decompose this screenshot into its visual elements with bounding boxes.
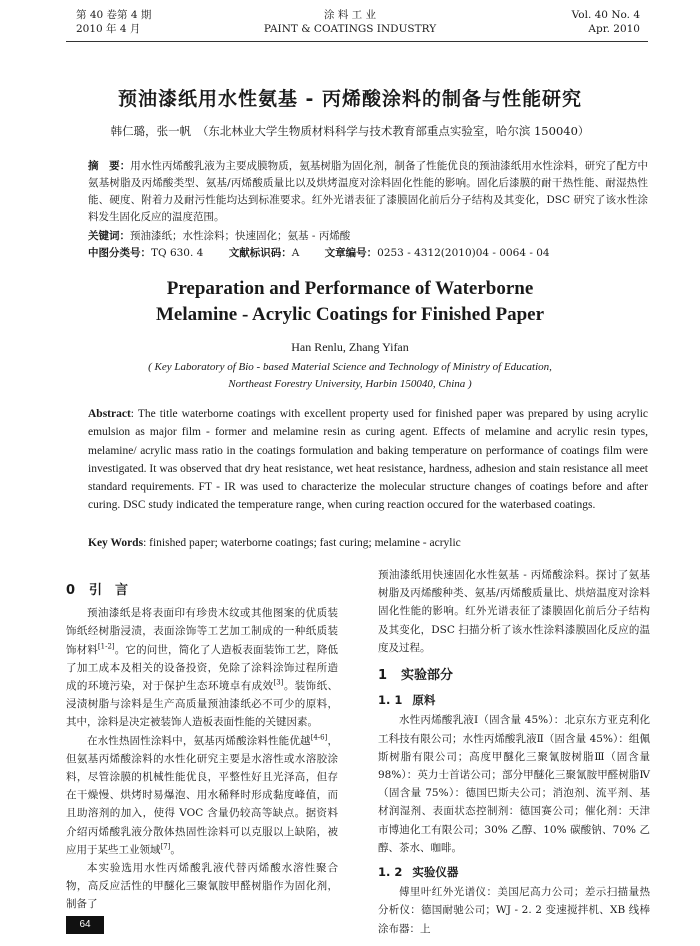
clc-label: 中图分类号： <box>88 247 151 259</box>
abstract-label-en: Abstract <box>88 408 131 420</box>
section-title: 实验部分 <box>401 668 454 684</box>
keywords-text-en: : finished paper; waterborne coatings; fast curing; melamine - acrylic <box>143 537 461 549</box>
abstract-en <box>88 405 648 515</box>
journal-name-en: PAINT & COATINGS INDUSTRY <box>263 23 437 35</box>
journal-issue-info-en <box>572 8 640 36</box>
keywords-text-cn: 预油漆纸；水性涂料；快速固化；氨基 - 丙烯酸 <box>130 230 351 242</box>
journal-name-cn: 涂 料 工 业 <box>323 9 376 21</box>
article-title-en-line1: Preparation and Performance of Waterborne <box>166 278 534 299</box>
article-title-cn: 预油漆纸用水性氨基 - 丙烯酸涂料的制备与性能研究 <box>117 88 583 110</box>
doc-code-value: A <box>291 247 300 259</box>
section-title: 引 言 <box>89 583 129 598</box>
abstract-label-cn: 摘 要： <box>88 160 131 172</box>
citation: [1-2] <box>97 642 115 651</box>
section-number: 0 <box>66 583 76 598</box>
authors-en: Han Renlu, Zhang Yifan <box>291 340 409 354</box>
subsection-number: 1. 2 <box>378 865 403 880</box>
instruments-paragraph: 傅里叶红外光谱仪：美国尼高力公司；差示扫描量热分析仪：德国耐驰公司；WJ - 2. 2 变速搅拌机、XB 线棒涂布器：上 <box>378 886 650 935</box>
intro-paragraph-2 <box>66 732 338 859</box>
abstract-text-cn: 用水性丙烯酸乳液为主要成膜物质，氨基树脂为固化剂，制备了性能优良的预油漆纸用水性涂料，研究了配方中氨基树脂及丙烯酸类型、氨基/丙烯酸质量比以及烘烤温度对涂料固化性能的影响。固化后漆膜的耐干热性能、耐湿热性能、硬度、附着力及耐污性能均达到标准要求。红外光谱表征了漆膜固化前后分子结构及其变化，DSC 研究了该水性涂料发生固化反应的温度范围。 <box>88 160 649 223</box>
keywords-label-cn: 关键词： <box>88 230 130 242</box>
subsection-heading-materials <box>378 691 650 709</box>
subsection-heading-instruments <box>378 863 650 881</box>
header-divider <box>66 41 648 42</box>
affiliation-en-line2: Northeast Forestry University, Harbin 150040, China ) <box>228 378 472 390</box>
section-heading-intro <box>66 582 338 600</box>
doc-code-label: 文献标识码： <box>228 247 292 259</box>
body-column-left <box>66 580 338 914</box>
classification-meta <box>88 245 648 262</box>
text-run: 。装饰纸、浸渍树脂与涂料是生产高质量预油漆纸必不可少的原料，其中，涂料是决定被装饰人造板表面性能的关键因素。 <box>66 680 339 729</box>
volume-issue-en: Vol. 40 No. 4 <box>571 9 640 21</box>
citation: [3] <box>273 678 284 687</box>
subsection-title: 实验仪器 <box>412 865 459 880</box>
abstract-text-en: : The title waterborne coatings with excellent property used for finished paper was prepared by using acrylic emulsion as major film - former and melamine resin as curing agent. Effects of melamine and acrylic resin types, melamine/ acrylic mass ratio in the coatings formulation and baking temperature on performance of coatings film were investigated. It was observed that dry heat resistance, wet heat resistance, hardness, adhesion and stain resistance all meet standard requirements. FT - IR was used to characterize the molecular structure changes of coatings before and after curing. DSC study indicated the temperature range, when curing reaction occured for the waterbased coatings. <box>88 408 648 512</box>
intro-paragraph-1 <box>66 604 338 731</box>
keywords-en <box>88 535 648 552</box>
text-run: 在水性热固性涂料中，氨基丙烯酸涂料性能优越 <box>87 734 311 747</box>
intro-paragraph-3-continued: 预油漆纸用快速固化水性氨基 - 丙烯酸涂料。探讨了氨基树脂及丙烯酸种类、氨基/丙烯酸质量比、烘焙温度对涂料固化性能的影响。红外光谱表征了漆膜固化前后分子结构及其变化，DSC 扫描分析了该水性涂料漆膜固化反应的温度及过程。 <box>378 569 650 654</box>
body-column-right <box>378 566 650 938</box>
affiliation-en <box>0 359 700 393</box>
date-en: Apr. 2010 <box>588 23 640 35</box>
authors-affiliation-cn: 韩仁璐，张一帆 （东北林业大学生物质材料科学与技术教育部重点实验室，哈尔滨 150040） <box>110 124 590 138</box>
text-run: ，但氨基丙烯酸涂料的水性化研究主要是水溶性或水溶胶涂料，尽管涂膜的机械性能优良，平整性好且光泽高，但存在干燥慢、烘烤时易爆泡、用水稀释时形成黏度峰值，而且助溶剂的加入，使得 VOC 含量仍较高等缺点。据资料介绍丙烯酸乳液分散体热固性涂料可以克服以上缺陷，被应用于某些工业领域 <box>66 734 339 856</box>
volume-issue-cn: 第 40 卷第 4 期 <box>76 9 152 21</box>
article-id-label: 文章编号： <box>324 247 378 259</box>
abstract-cn <box>88 158 648 226</box>
article-id-value: 0253 - 4312(2010)04 - 0064 - 04 <box>377 247 550 259</box>
subsection-title: 原料 <box>412 693 436 708</box>
materials-paragraph: 水性丙烯酸乳液Ⅰ（固含量 45%）：北京东方亚克利化工科技有限公司；水性丙烯酸乳液Ⅱ（固含量 45%）：组佩斯树脂有限公司；高度甲醚化三聚氰胺树脂Ⅲ（固含量 98%）：英力士首诺公司；部分甲醚化三聚氰胺甲醛树脂Ⅳ（固含量 75%）：德国巴斯夫公司；消泡剂、流平剂、基材润湿剂、表面状态控制剂：德国赛公司；催化剂：天津市博迪化工有限公司；30% 乙醇、10% 碳酸钠、70% 乙醇、茶水、咖啡。 <box>378 714 650 854</box>
date-cn: 2010 年 4 月 <box>76 23 141 35</box>
citation: [7] <box>160 842 171 851</box>
article-title-en <box>0 276 700 328</box>
clc-value: TQ 630. 4 <box>151 247 204 259</box>
subsection-number: 1. 1 <box>378 693 403 708</box>
keywords-cn <box>88 228 648 245</box>
text-run: 。 <box>170 843 181 856</box>
text-run: 预油漆纸是将表面印有珍贵木纹或其他图案的优质装饰纸经树脂浸渍，表面涂饰等工艺加工制成的一种纸质装饰材料 <box>66 607 338 656</box>
intro-paragraph-3: 本实验选用水性丙烯酸乳液代替丙烯酸水溶性聚合物，高反应活性的甲醚化三聚氰胺甲醛树脂作为固化剂，制备了 <box>66 862 338 911</box>
section-number: 1 <box>378 668 388 684</box>
section-heading-experimental <box>378 667 650 685</box>
text-run: 。它的问世，简化了人造板表面装饰工艺，降低了加工成本及相关的设备投资，免除了涂料涂饰过程所造成的环境污染，对于保护生态环境卓有成效 <box>66 643 339 693</box>
citation: [4-6] <box>310 733 328 742</box>
page-number: 64 <box>66 916 104 934</box>
article-title-en-line2: Melamine - Acrylic Coatings for Finished Paper <box>155 304 545 325</box>
keywords-label-en: Key Words <box>88 537 144 549</box>
affiliation-en-line1: ( Key Laboratory of Bio - based Material Science and Technology of Ministry of Education, <box>148 361 552 373</box>
